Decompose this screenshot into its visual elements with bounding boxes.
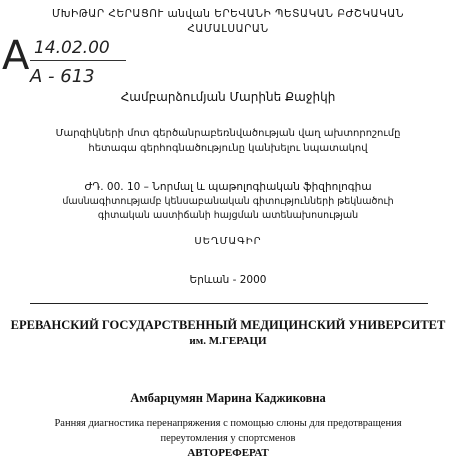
russian-university: ЕРЕВАНСКИЙ ГОСУДАРСТВЕННЫЙ МЕДИЦИНСКИЙ УНИВЕРСИТЕТ [10,318,446,332]
armenian-city-year: Երևան - 2000 [189,274,267,286]
armenian-university-line-1: ՄԽԻԹԱՐ ՀԵՐԱՑՈՒ անվան ԵՐԵՎԱՆԻ ՊԵՏԱԿԱՆ ԲԺՇԿԱԿԱՆ [52,8,404,20]
armenian-specialty: ԺԴ. 00. 10 – Նորմալ և պաթոլոգիական ֆիզիոլոգիա [84,181,372,193]
stamp-date-underline [30,60,126,61]
russian-title-line-1: Ранняя диагностика перенапряжения с помощью слюны для предотвращения [54,418,402,429]
armenian-degree-line-1: մասնագիտությամբ կենսաբանական գիտությունների թեկնածուի [62,196,394,207]
armenian-title-line-1: Մարզիկների մոտ գերծանրաբեռնվածության վաղ ախտորոշումը [55,128,401,139]
stamp-code: A - 613 [30,66,95,87]
armenian-university-line-2: ՀԱՄԱԼՍԱՐԱՆ [187,23,269,35]
russian-named-after: им. М.ГЕРАЦИ [189,335,267,347]
russian-doc-type: АВТОРЕФЕРАТ [187,447,269,459]
armenian-degree-line-2: գիտական աստիճանի հայցման ատենախոսության [97,210,359,221]
russian-author: Амбарцумян Марина Каджиковна [130,391,326,405]
section-divider [30,303,428,304]
stamp-date: 14.02.00 [34,38,110,58]
armenian-author: Համբարձումյան Մարինե Քաջիկի [120,90,336,104]
armenian-title-line-2: հետագա գերհոգնածությունը կանխելու նպատակով [88,143,368,154]
armenian-doc-type: ՍԵՂՄԱԳԻՐ [194,236,262,247]
russian-title-line-2: переутомления у спортсменов [160,433,296,444]
stamp-letter: A [2,33,30,79]
